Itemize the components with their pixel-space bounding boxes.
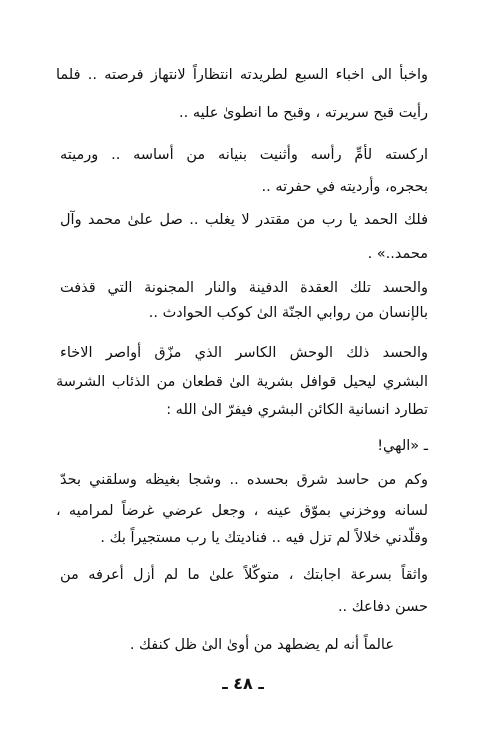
body-line: لسانه ووخزني بموّق عينه ، وجعل عرضي غرضاً لمراميه ،: [56, 503, 428, 519]
body-line: رأيت قبح سريرته ، وقبح ما انطوىٰ عليه ..: [179, 105, 428, 121]
body-line: اركسته لأمِّ رأسه وأثنيت بنيانه من أساسه .. ورميته: [60, 147, 428, 163]
body-line: محمد..» .: [367, 246, 428, 262]
body-line: بحجره، وأرديته في حفرته ..: [261, 179, 428, 195]
body-line: واثقاً بسرعة اجابتك ، متوكّلاً علىٰ ما لم أزل أعرفه من: [60, 567, 428, 583]
body-line: والحسد تلك العقدة الدفينة والنار المجنونة التي قذفت: [60, 280, 428, 296]
body-line: البشري ليحيل قوافل بشرية الىٰ قطعان من الذئاب الشرسة: [56, 374, 428, 390]
body-line: عالماً أنه لم يضطهد من أوىٰ الىٰ ظل كنفك .: [129, 637, 394, 653]
body-line: وكم من حاسد شرق بحسده .. وشجا بغيظه وسلقني بحدّ: [60, 472, 428, 488]
body-line: ـ «الهي!: [377, 438, 428, 454]
body-line: والحسد ذلك الوحش الكاسر الذي مزّق أواصر الاخاء: [60, 345, 428, 361]
body-line: بالإنسان من روابي الجنّة الىٰ كوكب الحوادث ..: [148, 305, 428, 321]
body-line: تطارد انسانية الكائن البشري فيفرّ الىٰ الله :: [166, 402, 428, 418]
body-line: وقلّدني خلالاً لم تزل فيه .. فناديتك يا رب مستجيراً بك .: [100, 530, 428, 546]
body-line: فلك الحمد يا رب من مقتدر لا يغلب .. صل علىٰ محمد وآل: [60, 212, 428, 228]
body-line: حسن دفاعك ..: [337, 599, 428, 615]
page-number: ـ ٤٨ ـ: [222, 674, 264, 693]
body-line: واخبأ الى اخباء السبع لطريدته انتظاراً لانتهاز فرصته .. فلما: [56, 67, 428, 83]
